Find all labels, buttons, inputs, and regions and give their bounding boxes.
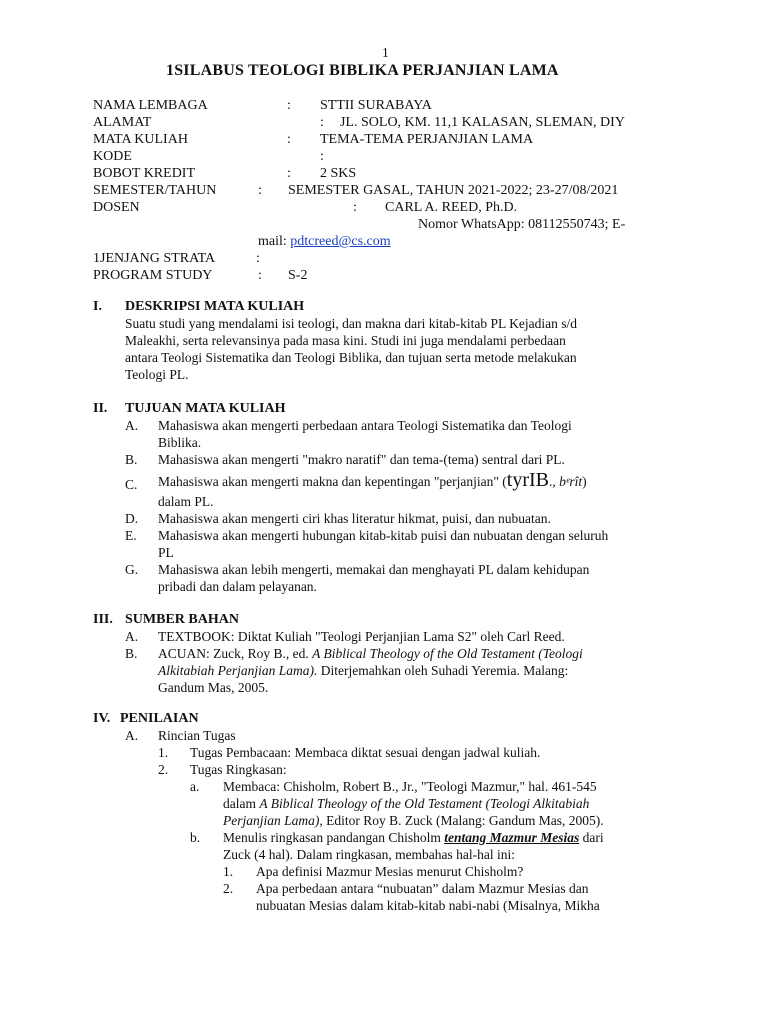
prodi-label: PROGRAM STUDY: [93, 268, 213, 283]
item-letter: C.: [125, 477, 138, 492]
lembaga-label: NAMA LEMBAGA: [93, 98, 208, 113]
item-number: 2.: [158, 762, 169, 777]
list-item-text-part: ACUAN: Zuck, Roy B., ed.: [158, 646, 313, 661]
document-title: 1SILABUS TEOLOGI BIBLIKA PERJANJIAN LAMA: [166, 62, 559, 79]
list-item-text-part: dalam: [223, 796, 260, 811]
list-item-text: [223, 829, 604, 846]
alamat-colon: :: [320, 115, 324, 130]
jenjang-colon: :: [256, 251, 260, 266]
list-item-text: Mahasiswa akan mengerti hubungan kitab-kitab puisi dan nubuatan dengan seluruh: [158, 528, 609, 543]
section-heading: TUJUAN MATA KULIAH: [125, 401, 286, 416]
mata-kuliah-label: MATA KULIAH: [93, 132, 188, 147]
item-number: 1.: [223, 864, 234, 879]
item-letter: D.: [125, 511, 139, 526]
section-number: IV.: [93, 711, 111, 726]
list-item-text: dalam PL.: [158, 494, 214, 509]
list-item-text: Membaca: Chisholm, Robert B., Jr., "Teologi Mazmur," hal. 461-545: [223, 779, 597, 794]
item-letter: B.: [125, 452, 138, 467]
emphasis-text: tentang Mazmur Mesias: [444, 830, 580, 845]
item-letter: B.: [125, 646, 138, 661]
item-letter: E.: [125, 528, 137, 543]
section-heading: DESKRIPSI MATA KULIAH: [125, 299, 305, 314]
lembaga-value: STTII SURABAYA: [320, 98, 432, 113]
list-item-text: Rincian Tugas: [158, 728, 236, 743]
section-number: II.: [93, 401, 108, 416]
punctuation: ): [582, 474, 587, 489]
list-item-text: Apa definisi Mazmur Mesias menurut Chisholm?: [256, 864, 524, 879]
kode-label: KODE: [93, 149, 132, 164]
list-item-text: Tugas Pembacaan: Membaca diktat sesuai dengan jadwal kuliah.: [190, 745, 541, 760]
section-number: III.: [93, 612, 113, 627]
section-heading: SUMBER BAHAN: [125, 612, 239, 627]
email-prefix: mail:: [258, 234, 291, 249]
list-item-text: Apa perbedaan antara “nubuatan” dalam Mazmur Mesias dan: [256, 881, 589, 896]
book-title: A Biblical Theology of the Old Testament (Teologi Alkitabiah: [259, 796, 590, 811]
email-link[interactable]: pdtcreed@cs.com: [290, 234, 391, 249]
list-item-text: Mahasiswa akan mengerti ciri khas literatur hikmat, puisi, dan nubuatan.: [158, 511, 551, 526]
lembaga-colon: :: [287, 98, 291, 113]
bobot-value: 2 SKS: [320, 166, 357, 181]
prodi-value: S-2: [288, 268, 308, 283]
book-title: Perjanjian Lama),: [223, 813, 323, 828]
item-letter: A.: [125, 418, 139, 433]
list-item-text: [158, 662, 568, 679]
dosen-colon: :: [353, 200, 357, 215]
list-item-text-part: Menulis ringkasan pandangan Chisholm: [223, 830, 445, 845]
list-item-text: PL: [158, 545, 174, 560]
page-number: 1: [382, 45, 389, 60]
section-number: I.: [93, 299, 102, 314]
list-item-text: pribadi dan dalam pelayanan.: [158, 579, 317, 594]
semester-label: SEMESTER/TAHUN: [93, 183, 217, 198]
item-letter: A.: [125, 629, 139, 644]
kode-colon: :: [320, 149, 324, 164]
list-item-text: Gandum Mas, 2005.: [158, 680, 269, 695]
item-letter: a.: [190, 779, 200, 794]
transliteration: bᵉrît: [559, 474, 583, 489]
list-item-text: Mahasiswa akan lebih mengerti, memakai dan menghayati PL dalam kehidupan: [158, 562, 590, 577]
mata-kuliah-colon: :: [287, 132, 291, 147]
bobot-label: BOBOT KREDIT: [93, 166, 196, 181]
list-item-text: [223, 812, 604, 829]
list-item-text: Tugas Ringkasan:: [190, 762, 287, 777]
dosen-label: DOSEN: [93, 200, 140, 215]
bobot-colon: :: [287, 166, 291, 181]
list-item-text-part: Mahasiswa akan mengerti makna dan kepentingan "perjanjian" (: [158, 474, 507, 489]
mata-kuliah-value: TEMA-TEMA PERJANJIAN LAMA: [320, 132, 534, 147]
prodi-colon: :: [258, 268, 262, 283]
list-item-text-part: Diterjemahkan oleh Suhadi Yeremia. Malang:: [317, 663, 569, 678]
jenjang-label: 1JENJANG STRATA: [93, 251, 216, 266]
paragraph-line: Suatu studi yang mendalami isi teologi, dan makna dari kitab-kitab PL Kejadian s/d: [125, 316, 578, 331]
paragraph-line: Maleakhi, serta relevansinya pada masa kini. Studi ini juga mendalami perbedaan: [125, 333, 566, 348]
item-number: 2.: [223, 881, 234, 896]
semester-colon: :: [258, 183, 262, 198]
list-item-text: TEXTBOOK: Diktat Kuliah "Teologi Perjanjian Lama S2" oleh Carl Reed.: [158, 629, 565, 644]
dosen-value: CARL A. REED, Ph.D.: [385, 200, 518, 215]
list-item-text: Mahasiswa akan mengerti "makro naratif" dan tema-(tema) sentral dari PL.: [158, 452, 565, 467]
paragraph-line: Teologi PL.: [125, 367, 189, 382]
list-item-text-part: Editor Roy B. Zuck (Malang: Gandum Mas, 2005).: [322, 813, 604, 828]
alamat-value: JL. SOLO, KM. 11,1 KALASAN, SLEMAN, DIY: [340, 115, 625, 130]
item-letter: G.: [125, 562, 139, 577]
semester-value: SEMESTER GASAL, TAHUN 2021-2022; 23-27/08/2021: [288, 183, 619, 198]
book-title: A Biblical Theology of the Old Testament (Teologi: [312, 646, 583, 661]
paragraph-line: antara Teologi Sistematika dan Teologi Biblika, dan tujuan serta metode melakukan: [125, 350, 577, 365]
list-item-text: Biblika.: [158, 435, 202, 450]
list-item-text: [158, 645, 583, 662]
item-letter: A.: [125, 728, 139, 743]
item-number: 1.: [158, 745, 169, 760]
list-item-text: [158, 469, 587, 491]
section-heading: PENILAIAN: [120, 711, 199, 726]
whatsapp-number: Nomor WhatsApp: 08112550743; E-: [418, 217, 626, 232]
list-item-text-part: dari: [579, 830, 604, 845]
item-letter: b.: [190, 830, 201, 845]
list-item-text: [223, 795, 589, 812]
list-item-text: nubuatan Mesias dalam kitab-kitab nabi-nabi (Misalnya, Mikha: [256, 898, 600, 913]
email-line: [258, 233, 391, 250]
list-item-text: Mahasiswa akan mengerti perbedaan antara Teologi Sistematika dan Teologi: [158, 418, 572, 433]
alamat-label: ALAMAT: [93, 115, 152, 130]
book-title: Alkitabiah Perjanjian Lama).: [158, 663, 318, 678]
punctuation: .,: [549, 474, 560, 489]
hebrew-word: tyrIB: [506, 469, 549, 491]
list-item-text: Zuck (4 hal). Dalam ringkasan, membahas hal-hal ini:: [223, 847, 516, 862]
